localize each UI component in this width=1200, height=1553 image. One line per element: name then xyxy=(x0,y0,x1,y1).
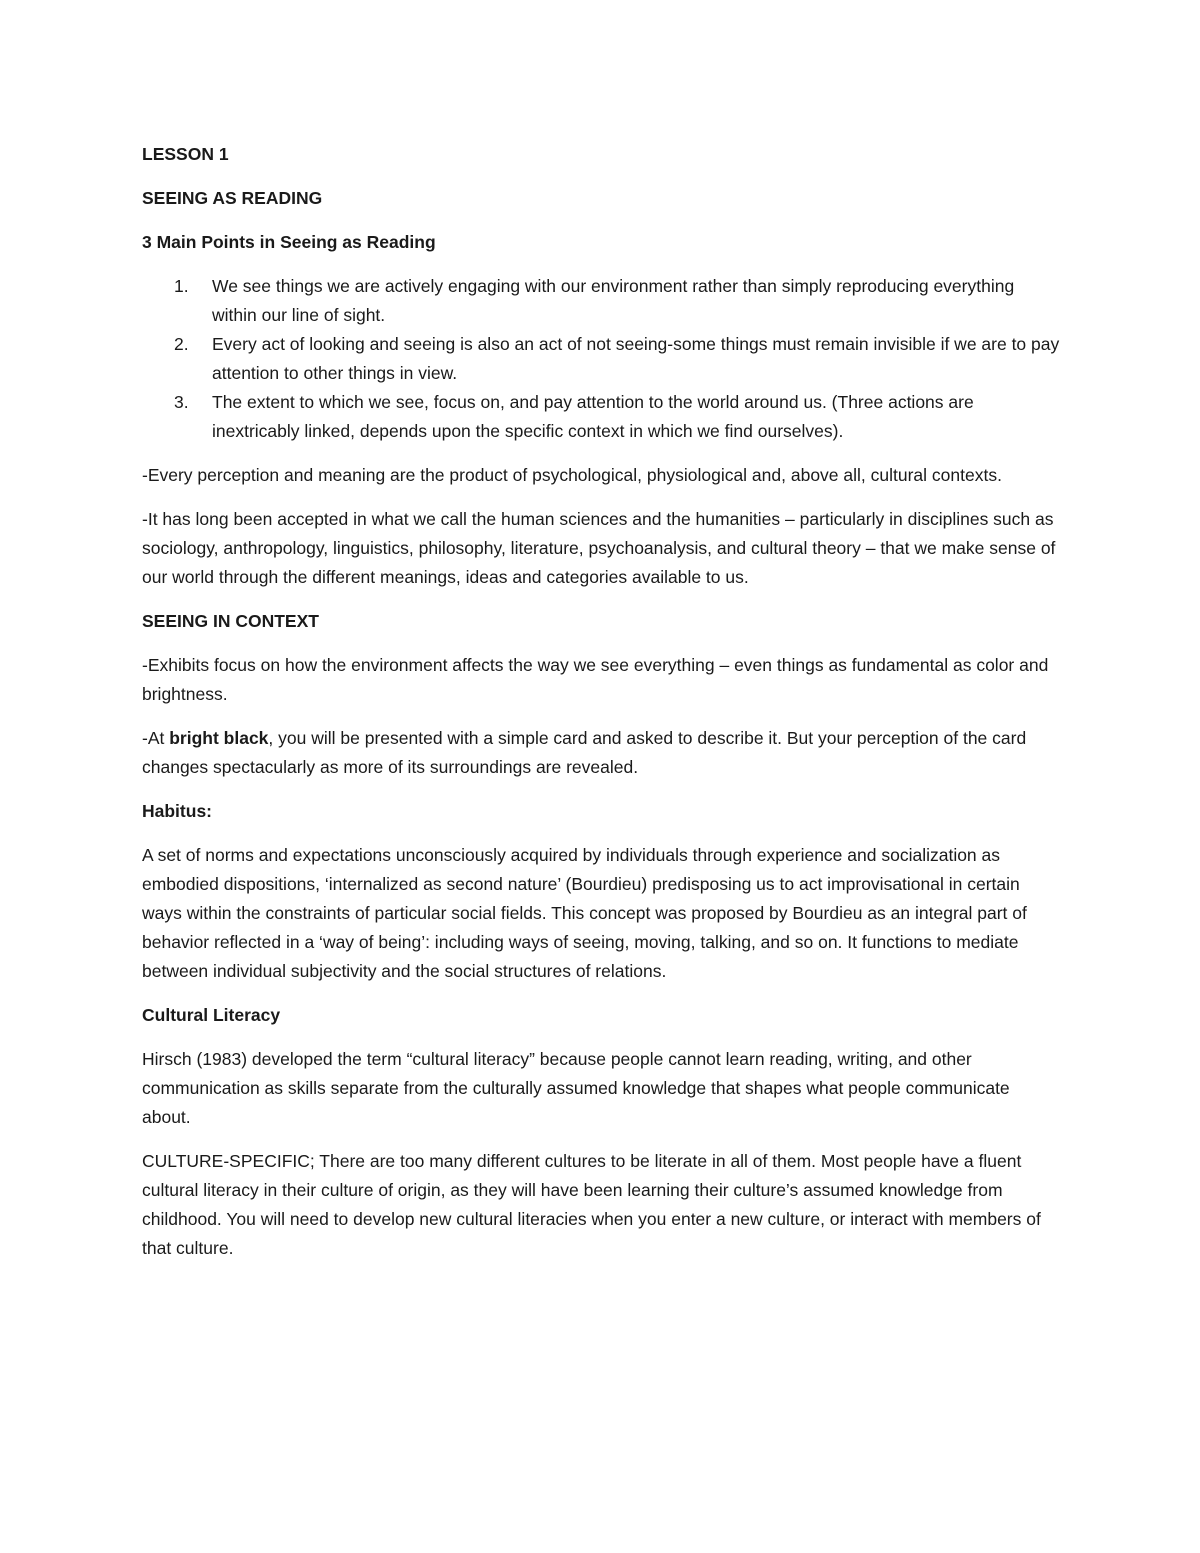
paragraph-hirsch: Hirsch (1983) developed the term “cultural literacy” because people cannot learn reading, writing, and other communication as skills separate from the culturally assumed knowledge that shapes what people communicate about. xyxy=(142,1049,1010,1127)
section-title-seeing-as-reading: SEEING AS READING xyxy=(142,188,323,208)
list-item-number: 1. xyxy=(174,276,189,296)
cultural-literacy-heading: Cultural Literacy xyxy=(142,1005,281,1025)
habitus-heading: Habitus: xyxy=(142,801,212,821)
list-item-text: Every act of looking and seeing is also an act of not seeing-some things must remain invisible if we are to pay attention to other things in view. xyxy=(212,334,1060,383)
section-title-seeing-in-context: SEEING IN CONTEXT xyxy=(142,611,319,631)
list-item-number: 3. xyxy=(174,392,189,412)
lesson-label: LESSON 1 xyxy=(142,144,229,164)
paragraph-bright-black xyxy=(142,724,1062,782)
list-item-text: We see things we are actively engaging with our environment rather than simply reproducing everything within our line of sight. xyxy=(212,276,1015,325)
paragraph-perception: -Every perception and meaning are the product of psychological, physiological and, above all, cultural contexts. xyxy=(142,465,1002,485)
paragraph-habitus: A set of norms and expectations unconsciously acquired by individuals through experience and socialization as embodied dispositions, ‘internalized as second nature’ (Bourdieu) predisposing us to act improvisational in certain ways within the constraints of particular social fields. This concept was proposed by Bourdieu as an integral part of behavior reflected in a ‘way of being’: including ways of seeing, moving, talking, and so on. It functions to mediate between individual subjectivity and the social structures of relations. xyxy=(142,845,1027,981)
list-item xyxy=(142,272,1062,330)
list-item xyxy=(142,388,1062,446)
bright-black-term: bright black xyxy=(169,728,269,748)
bright-black-prefix: -At xyxy=(142,728,170,748)
paragraph-culture-specific: CULTURE-SPECIFIC; There are too many different cultures to be literate in all of them. Most people have a fluent cultural literacy in their culture of origin, as they will have been learning their culture’s assumed knowledge from childhood. You will need to develop new cultural literacies when you enter a new culture, or interact with members of that culture. xyxy=(142,1151,1041,1258)
bright-black-rest: , you will be presented with a simple card and asked to describe it. But your perception of the card changes spectacularly as more of its surroundings are revealed. xyxy=(142,728,1027,777)
points-heading: 3 Main Points in Seeing as Reading xyxy=(142,232,436,252)
list-item-number: 2. xyxy=(174,334,189,354)
paragraph-exhibits: -Exhibits focus on how the environment affects the way we see everything – even things as fundamental as color and brightness. xyxy=(142,655,1049,704)
list-item xyxy=(142,330,1062,388)
main-points-list xyxy=(142,272,1062,446)
paragraph-human-sciences: -It has long been accepted in what we call the human sciences and the humanities – particularly in disciplines such as sociology, anthropology, linguistics, philosophy, literature, psychoanalysis, and cultural theory – that we make sense of our world through the different meanings, ideas and categories available to us. xyxy=(142,509,1056,587)
document-page xyxy=(142,140,1062,1278)
list-item-text: The extent to which we see, focus on, and pay attention to the world around us. (Three actions are inextricably linked, depends upon the specific context in which we find ourselves). xyxy=(212,392,974,441)
